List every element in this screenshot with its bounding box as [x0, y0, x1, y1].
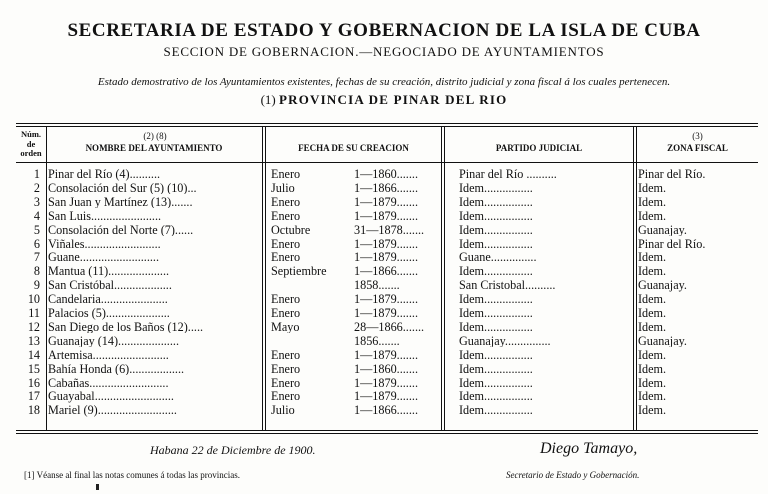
cell-zone: Idem.: [638, 209, 667, 223]
cell-zone: Idem.: [638, 348, 667, 362]
cell-party: Idem................: [459, 181, 533, 195]
header-zone: ZONA FISCAL: [667, 143, 728, 153]
cell-name: San Diego de los Baños (12).....: [48, 320, 204, 334]
table-row: [16, 293, 758, 306]
cell-party: Idem................: [459, 209, 533, 223]
cell-num: 9: [33, 279, 40, 292]
cell-day: 1—1879.......: [354, 376, 418, 389]
table-row: [16, 377, 758, 390]
cell-month: Julio: [271, 404, 295, 417]
cell-name: Consolación del Norte (7)......: [48, 223, 194, 237]
table-row: [16, 210, 758, 223]
cell-num: 3: [33, 195, 40, 209]
table-row: [16, 182, 758, 195]
cell-name: San Juan y Martínez (13).......: [48, 195, 193, 209]
province-note: (1): [260, 92, 276, 107]
cell-month: Enero: [271, 251, 301, 264]
table-top-rule-inner: [16, 126, 758, 127]
cell-month: Enero: [271, 209, 301, 223]
cell-num: 6: [33, 237, 40, 250]
cell-day: 1—1879.......: [354, 348, 418, 362]
cell-num: 12: [27, 320, 40, 334]
cell-day: 1—1879.......: [354, 209, 418, 223]
cell-zone: Guanajay.: [638, 223, 687, 237]
table-row: [16, 390, 758, 403]
cell-party: Idem................: [459, 223, 533, 237]
cell-zone: Guanajay.: [638, 279, 687, 292]
cell-party: Idem................: [459, 237, 533, 250]
cell-party: Idem................: [459, 320, 533, 334]
cell-month: Enero: [271, 293, 301, 306]
cell-zone: Guanajay.: [638, 334, 687, 348]
cell-party: Idem................: [459, 195, 533, 209]
header-name-notes: (2) (8): [143, 131, 167, 141]
province-name: PROVINCIA DE PINAR DEL RIO: [279, 92, 508, 107]
header-name: NOMBRE DEL AYUNTAMIENTO: [85, 143, 223, 153]
header-party: PARTIDO JUDICIAL: [495, 143, 583, 153]
cell-zone: Pinar del Río.: [638, 168, 706, 181]
table-bottom-rule: [16, 430, 758, 431]
header-num: Núm. de orden: [20, 129, 42, 158]
cell-zone: Idem.: [638, 181, 667, 195]
table-row: [16, 168, 758, 181]
cell-name: San Luis.......................: [48, 209, 162, 223]
cell-day: 31—1878.......: [354, 223, 425, 237]
table-bottom-rule-inner: [16, 433, 758, 434]
cell-month: Enero: [271, 195, 301, 209]
header-date: FECHA DE SU CREACION: [298, 143, 409, 153]
cell-zone: Idem.: [638, 320, 667, 334]
table-row: [16, 321, 758, 334]
cell-zone: Idem.: [638, 390, 667, 403]
cell-zone: Idem.: [638, 376, 667, 389]
cell-day: 1—1866.......: [354, 265, 418, 278]
cell-day: 1858.......: [354, 279, 400, 292]
cell-num: 13: [27, 334, 40, 348]
cell-party: Idem................: [459, 265, 533, 278]
cell-num: 11: [28, 307, 40, 320]
cell-month: Enero: [271, 362, 301, 376]
cell-month: Octubre: [271, 223, 311, 237]
cell-name: Mantua (11)....................: [48, 265, 170, 278]
cell-month: Enero: [271, 237, 301, 250]
cell-month: Enero: [271, 376, 301, 389]
cell-num: 7: [33, 251, 40, 264]
cell-month: Enero: [271, 348, 301, 362]
header-zone-note: (3): [692, 131, 703, 141]
table-top-rule: [16, 123, 758, 124]
cell-name: Viñales.........................: [48, 237, 161, 250]
document-subtitle: SECCION DE GOBERNACION.—NEGOCIADO DE AYUNTAMIENTOS: [163, 44, 605, 59]
table-row: [16, 335, 758, 348]
cell-num: 8: [33, 265, 40, 278]
cell-party: Idem................: [459, 404, 533, 417]
cell-month: Julio: [271, 181, 295, 195]
cell-party: Idem................: [459, 376, 533, 389]
document-description: Estado demostrativo de los Ayuntamientos existentes, fechas de su creación, distrito judicial y zona fiscal á los cuales pertenecen.: [97, 76, 671, 88]
cell-name: Pinar del Río (4)..........: [48, 168, 161, 181]
cell-day: 1—1879.......: [354, 307, 418, 320]
cell-zone: Idem.: [638, 362, 667, 376]
cell-party: Idem................: [459, 348, 533, 362]
cell-party: Guane...............: [459, 251, 537, 264]
cell-name: Consolación del Sur (5) (10)...: [48, 181, 197, 195]
footer-date: Habana 22 de Diciembre de 1900.: [150, 443, 316, 457]
cell-num: 15: [27, 362, 40, 376]
cell-day: 1—1866.......: [354, 181, 418, 195]
table-header-rule: [16, 162, 758, 163]
ink-mark: [96, 484, 99, 490]
cell-day: 1—1879.......: [354, 237, 418, 250]
table-row: [16, 404, 758, 417]
table-row: [16, 196, 758, 209]
signer-title: Secretario de Estado y Gobernación.: [506, 470, 640, 480]
cell-zone: Pinar del Río.: [638, 237, 706, 250]
cell-name: Mariel (9)..........................: [48, 404, 177, 417]
table-row: [16, 265, 758, 278]
cell-name: Cabañas..........................: [48, 376, 169, 389]
cell-name: Guayabal..........................: [48, 390, 174, 403]
table-row: [16, 349, 758, 362]
cell-month: Enero: [271, 307, 301, 320]
cell-name: Candelaria......................: [48, 293, 168, 306]
cell-num: 5: [33, 223, 40, 237]
table-row: [16, 238, 758, 251]
cell-zone: Idem.: [638, 265, 667, 278]
cell-num: 1: [33, 168, 40, 181]
document-title: SECRETARIA DE ESTADO Y GOBERNACION DE LA ISLA DE CUBA: [67, 20, 701, 41]
province-heading: [0, 92, 768, 108]
cell-day: 1—1866.......: [354, 404, 418, 417]
cell-name: Guanajay (14)....................: [48, 334, 179, 348]
cell-party: Idem................: [459, 390, 533, 403]
cell-party: Guanajay...............: [459, 334, 551, 348]
cell-name: Artemisa.........................: [48, 348, 169, 362]
cell-month: Enero: [271, 168, 301, 181]
footnote: [1] Véanse al final las notas comunes á todas las provincias.: [24, 470, 241, 480]
cell-party: Idem................: [459, 293, 533, 306]
cell-zone: Idem.: [638, 307, 667, 320]
table-row: [16, 251, 758, 264]
cell-num: 10: [27, 293, 40, 306]
cell-num: 14: [27, 348, 40, 362]
cell-name: Palacios (5).....................: [48, 307, 170, 320]
cell-day: 1—1879.......: [354, 251, 418, 264]
cell-zone: Idem.: [638, 404, 667, 417]
cell-name: Guane..........................: [48, 251, 160, 264]
cell-day: 1856.......: [354, 334, 400, 348]
cell-party: Idem................: [459, 362, 533, 376]
cell-num: 2: [33, 181, 40, 195]
cell-day: 1—1879.......: [354, 195, 418, 209]
cell-month: Enero: [271, 390, 301, 403]
cell-num: 4: [33, 209, 40, 223]
cell-num: 16: [27, 376, 40, 389]
cell-day: 28—1866.......: [354, 320, 425, 334]
cell-month: Mayo: [271, 320, 300, 334]
table-row: [16, 363, 758, 376]
cell-party: Pinar del Río ..........: [459, 168, 557, 181]
table-row: [16, 279, 758, 292]
cell-month: Septiembre: [271, 265, 327, 278]
cell-zone: Idem.: [638, 293, 667, 306]
cell-day: 1—1860.......: [354, 362, 418, 376]
cell-day: 1—1879.......: [354, 293, 418, 306]
cell-day: 1—1879.......: [354, 390, 418, 403]
cell-num: 17: [27, 390, 40, 403]
signature: Diego Tamayo,: [540, 440, 638, 457]
table-row: [16, 307, 758, 320]
cell-party: Idem................: [459, 307, 533, 320]
cell-day: 1—1860.......: [354, 168, 418, 181]
cell-party: San Cristobal..........: [459, 279, 556, 292]
cell-name: Bahía Honda (6)..................: [48, 362, 185, 376]
cell-zone: Idem.: [638, 195, 667, 209]
cell-zone: Idem.: [638, 251, 667, 264]
table-row: [16, 224, 758, 237]
cell-name: San Cristóbal...................: [48, 279, 172, 292]
cell-num: 18: [27, 404, 40, 417]
